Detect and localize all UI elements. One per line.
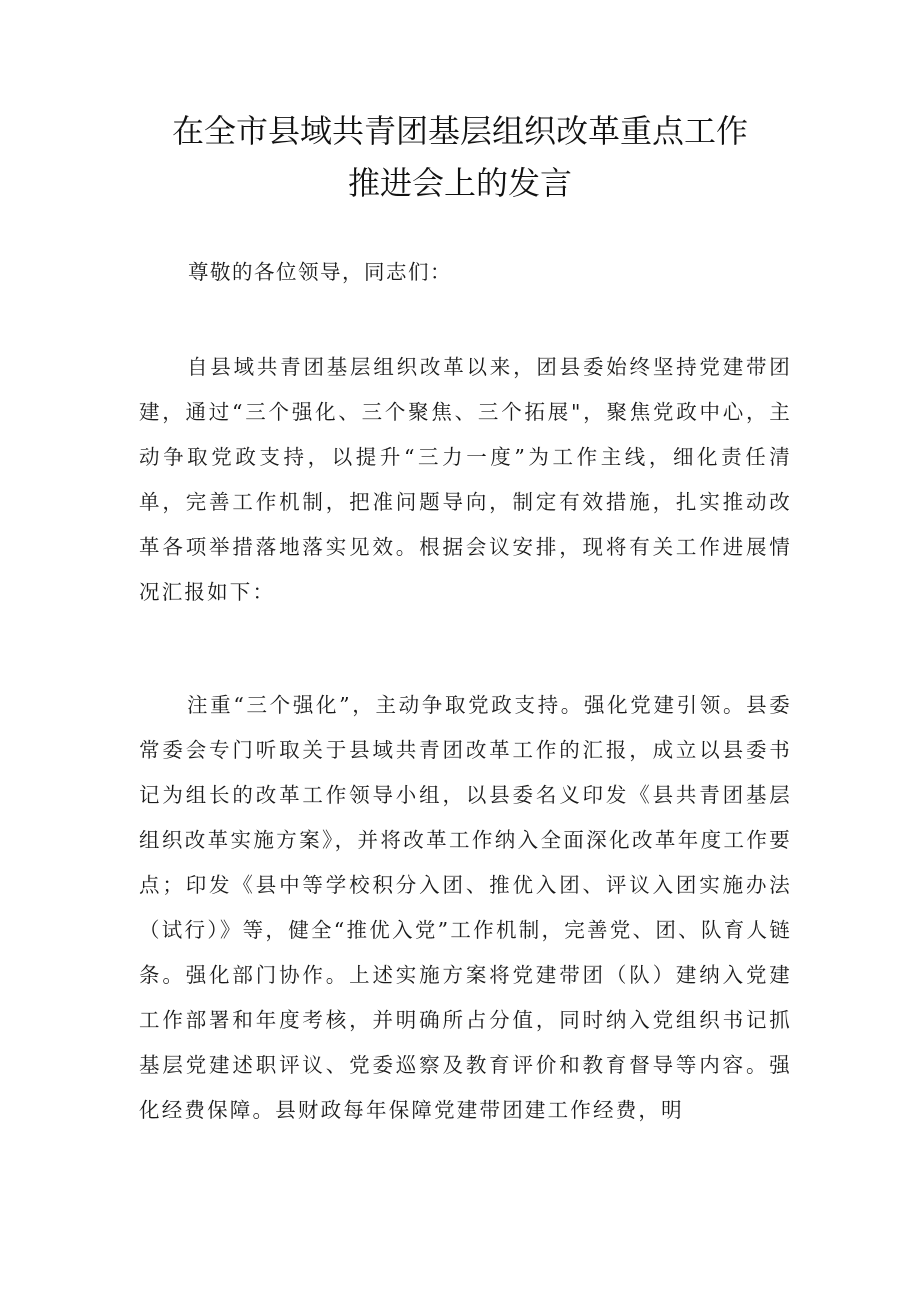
body-paragraph-2: 注重“三个强化”，主动争取党政支持。强化党建引领。县委常委会专门听取关于县域共青团改革工作的汇报，成立以县委书记为组长的改革工作领导小组，以县委名义印发《县共青团基层组织改革实施方案》，并将改革工作纳入全面深化改革年度工作要点；印发《县中等学校积分入团、推优入团、评议入团实施办法（试行）》等，健全“推优入党”工作机制，完善党、团、队育人链条。强化部门协作。上述实施方案将党建带团（队）建纳入党建工作部署和年度考核，并明确所占分值，同时纳入党组织书记抓基层党建述职评议、党委巡察及教育评价和教育督导等内容。强化经费保障。县财政每年保障党建带团建工作经费，明 (139, 693, 792, 1122)
body-paragraph-1: 自县域共青团基层组织改革以来，团县委始终坚持党建带团建，通过“三个强化、三个聚焦、三个拓展"，聚焦党政中心，主动争取党政支持，以提升“三力一度”为工作主线，细化责任清单，完善工作机制，把准问题导向，制定有效措施，扎实推动改革各项举措落地落实见效。根据会议安排，现将有关工作进展情况汇报如下： (139, 355, 792, 604)
salutation: 尊敬的各位领导，同志们： (188, 260, 452, 284)
document-title-line-1: 在全市县域共青团基层组织改革重点工作 (171, 112, 748, 150)
document-title-line-2: 推进会上的发言 (347, 164, 572, 202)
